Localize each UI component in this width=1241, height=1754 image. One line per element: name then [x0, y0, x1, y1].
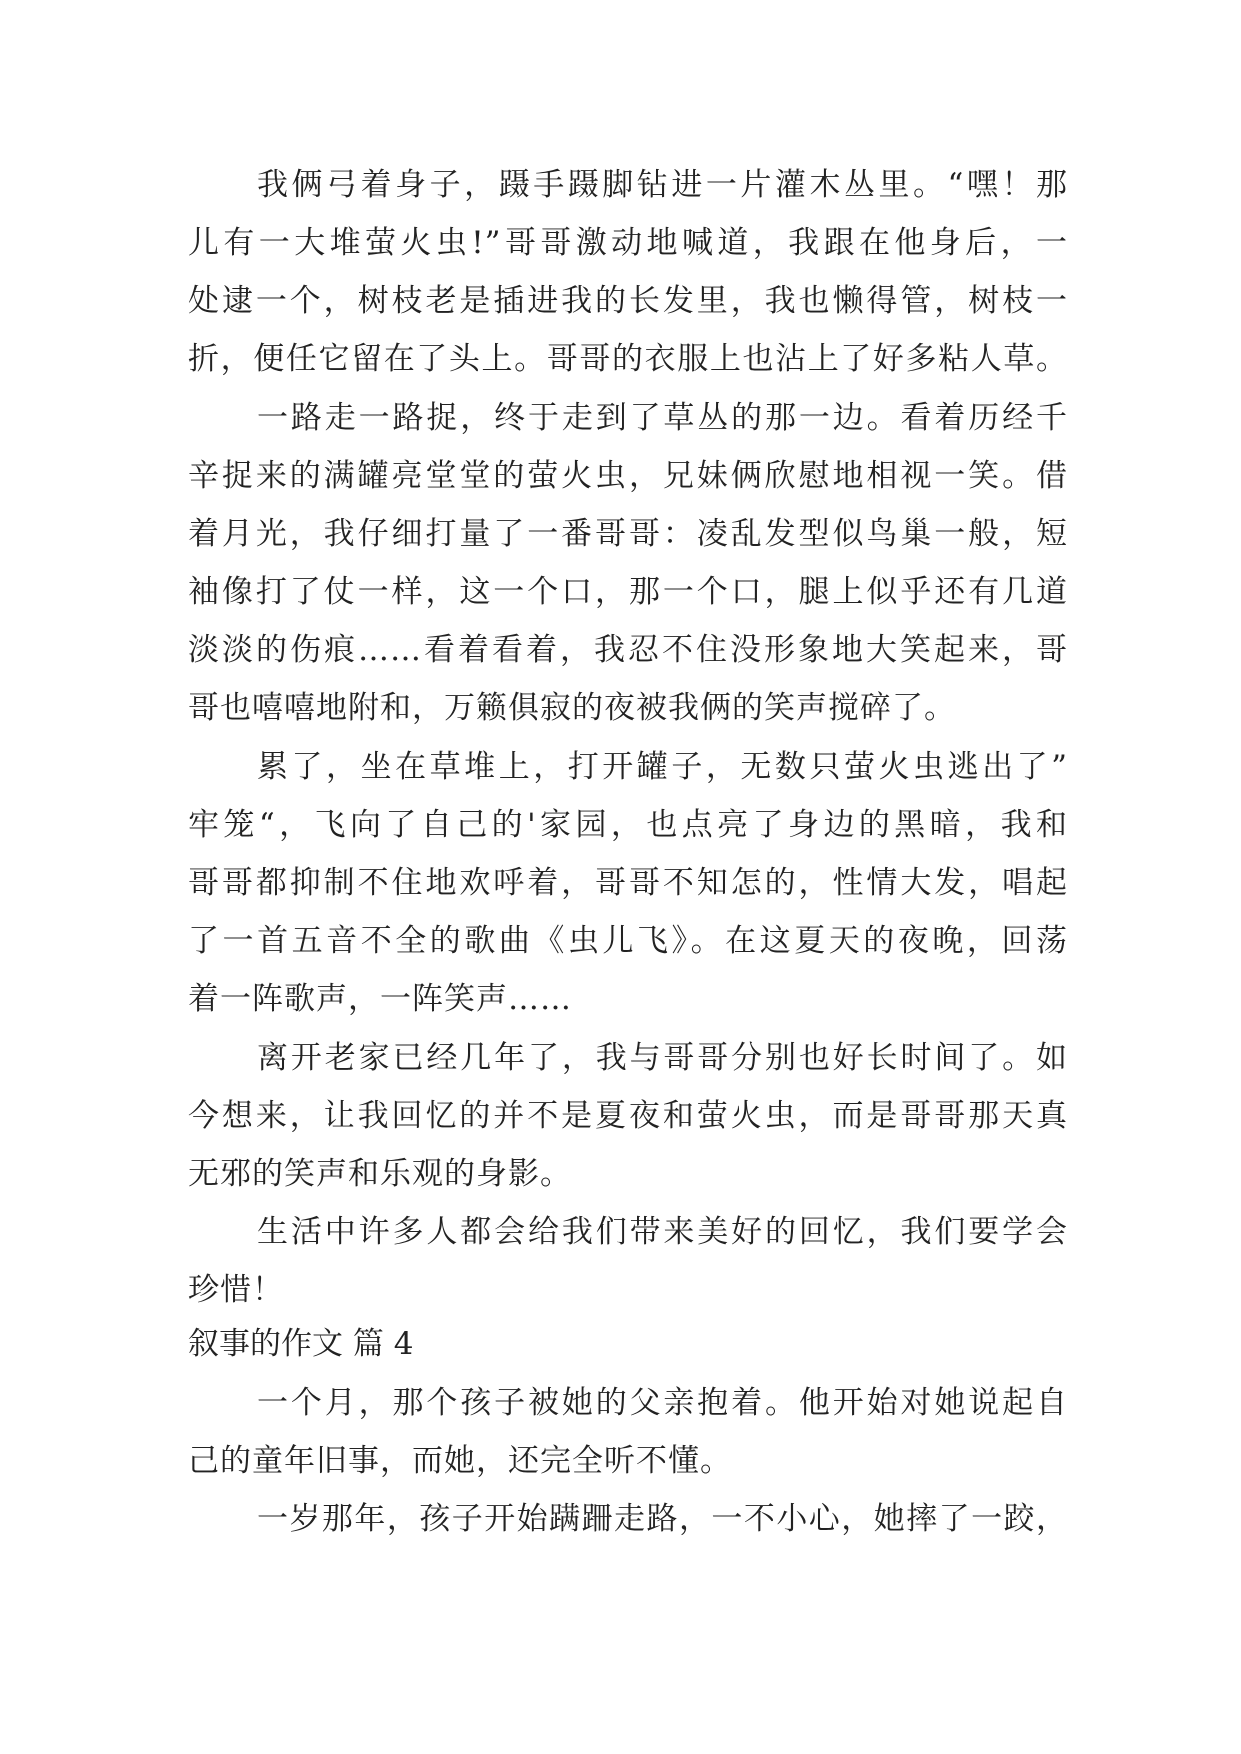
text-line: 儿有一大堆萤火虫!”哥哥激动地喊道，我跟在他身后，一: [188, 225, 1068, 261]
text-line: 离开老家已经几年了，我与哥哥分别也好长时间了。如: [257, 1040, 1068, 1076]
text-line: 辛捉来的满罐亮堂堂的萤火虫，兄妹俩欣慰地相视一笑。借: [188, 458, 1068, 494]
text-line: 累了，坐在草堆上，打开罐子，无数只萤火虫逃出了”: [257, 749, 1068, 785]
text-line: 了一首五音不全的歌曲《虫儿飞》。在这夏天的夜晚，回荡: [188, 923, 1068, 959]
text-line: 牢笼“，飞向了自己的'家园，也点亮了身边的黑暗，我和: [188, 807, 1068, 843]
text-line: 哥也嘻嘻地附和，万籁俱寂的夜被我俩的笑声搅碎了。: [188, 690, 956, 726]
text-line: 处逮一个，树枝老是插进我的长发里，我也懒得管，树枝一: [188, 283, 1068, 319]
text-line: 生活中许多人都会给我们带来美好的回忆，我们要学会: [257, 1214, 1068, 1250]
text-line: 淡淡的伤痕……看着看着，我忍不住没形象地大笑起来，哥: [188, 632, 1068, 668]
text-line: 无邪的笑声和乐观的身影。: [188, 1156, 572, 1192]
text-line: 今想来，让我回忆的并不是夏夜和萤火虫，而是哥哥那天真: [188, 1098, 1068, 1134]
text-line: 袖像打了仗一样，这一个口，那一个口，腿上似乎还有几道: [188, 574, 1068, 610]
text-line: 一路走一路捉，终于走到了草丛的那一边。看着历经千: [257, 400, 1068, 436]
text-line: 一岁那年，孩子开始蹒跚走路，一不小心，她摔了一跤，: [257, 1501, 1068, 1537]
text-line: 我俩弓着身子，蹑手蹑脚钻进一片灌木丛里。“嘿！那: [257, 167, 1068, 203]
text-line: 己的童年旧事，而她，还完全听不懂。: [188, 1443, 732, 1479]
section-heading: 叙事的作文 篇 4: [188, 1326, 414, 1362]
text-line: 着月光，我仔细打量了一番哥哥：凌乱发型似鸟巢一般，短: [188, 516, 1068, 552]
text-line: 哥哥都抑制不住地欢呼着，哥哥不知怎的，性情大发，唱起: [188, 865, 1068, 901]
text-line: 折，便任它留在了头上。哥哥的衣服上也沾上了好多粘人草。: [188, 341, 1068, 377]
text-line: 一个月，那个孩子被她的父亲抱着。他开始对她说起自: [257, 1385, 1068, 1421]
text-line: 珍惜！: [188, 1272, 284, 1308]
text-line: 着一阵歌声，一阵笑声……: [188, 981, 572, 1017]
